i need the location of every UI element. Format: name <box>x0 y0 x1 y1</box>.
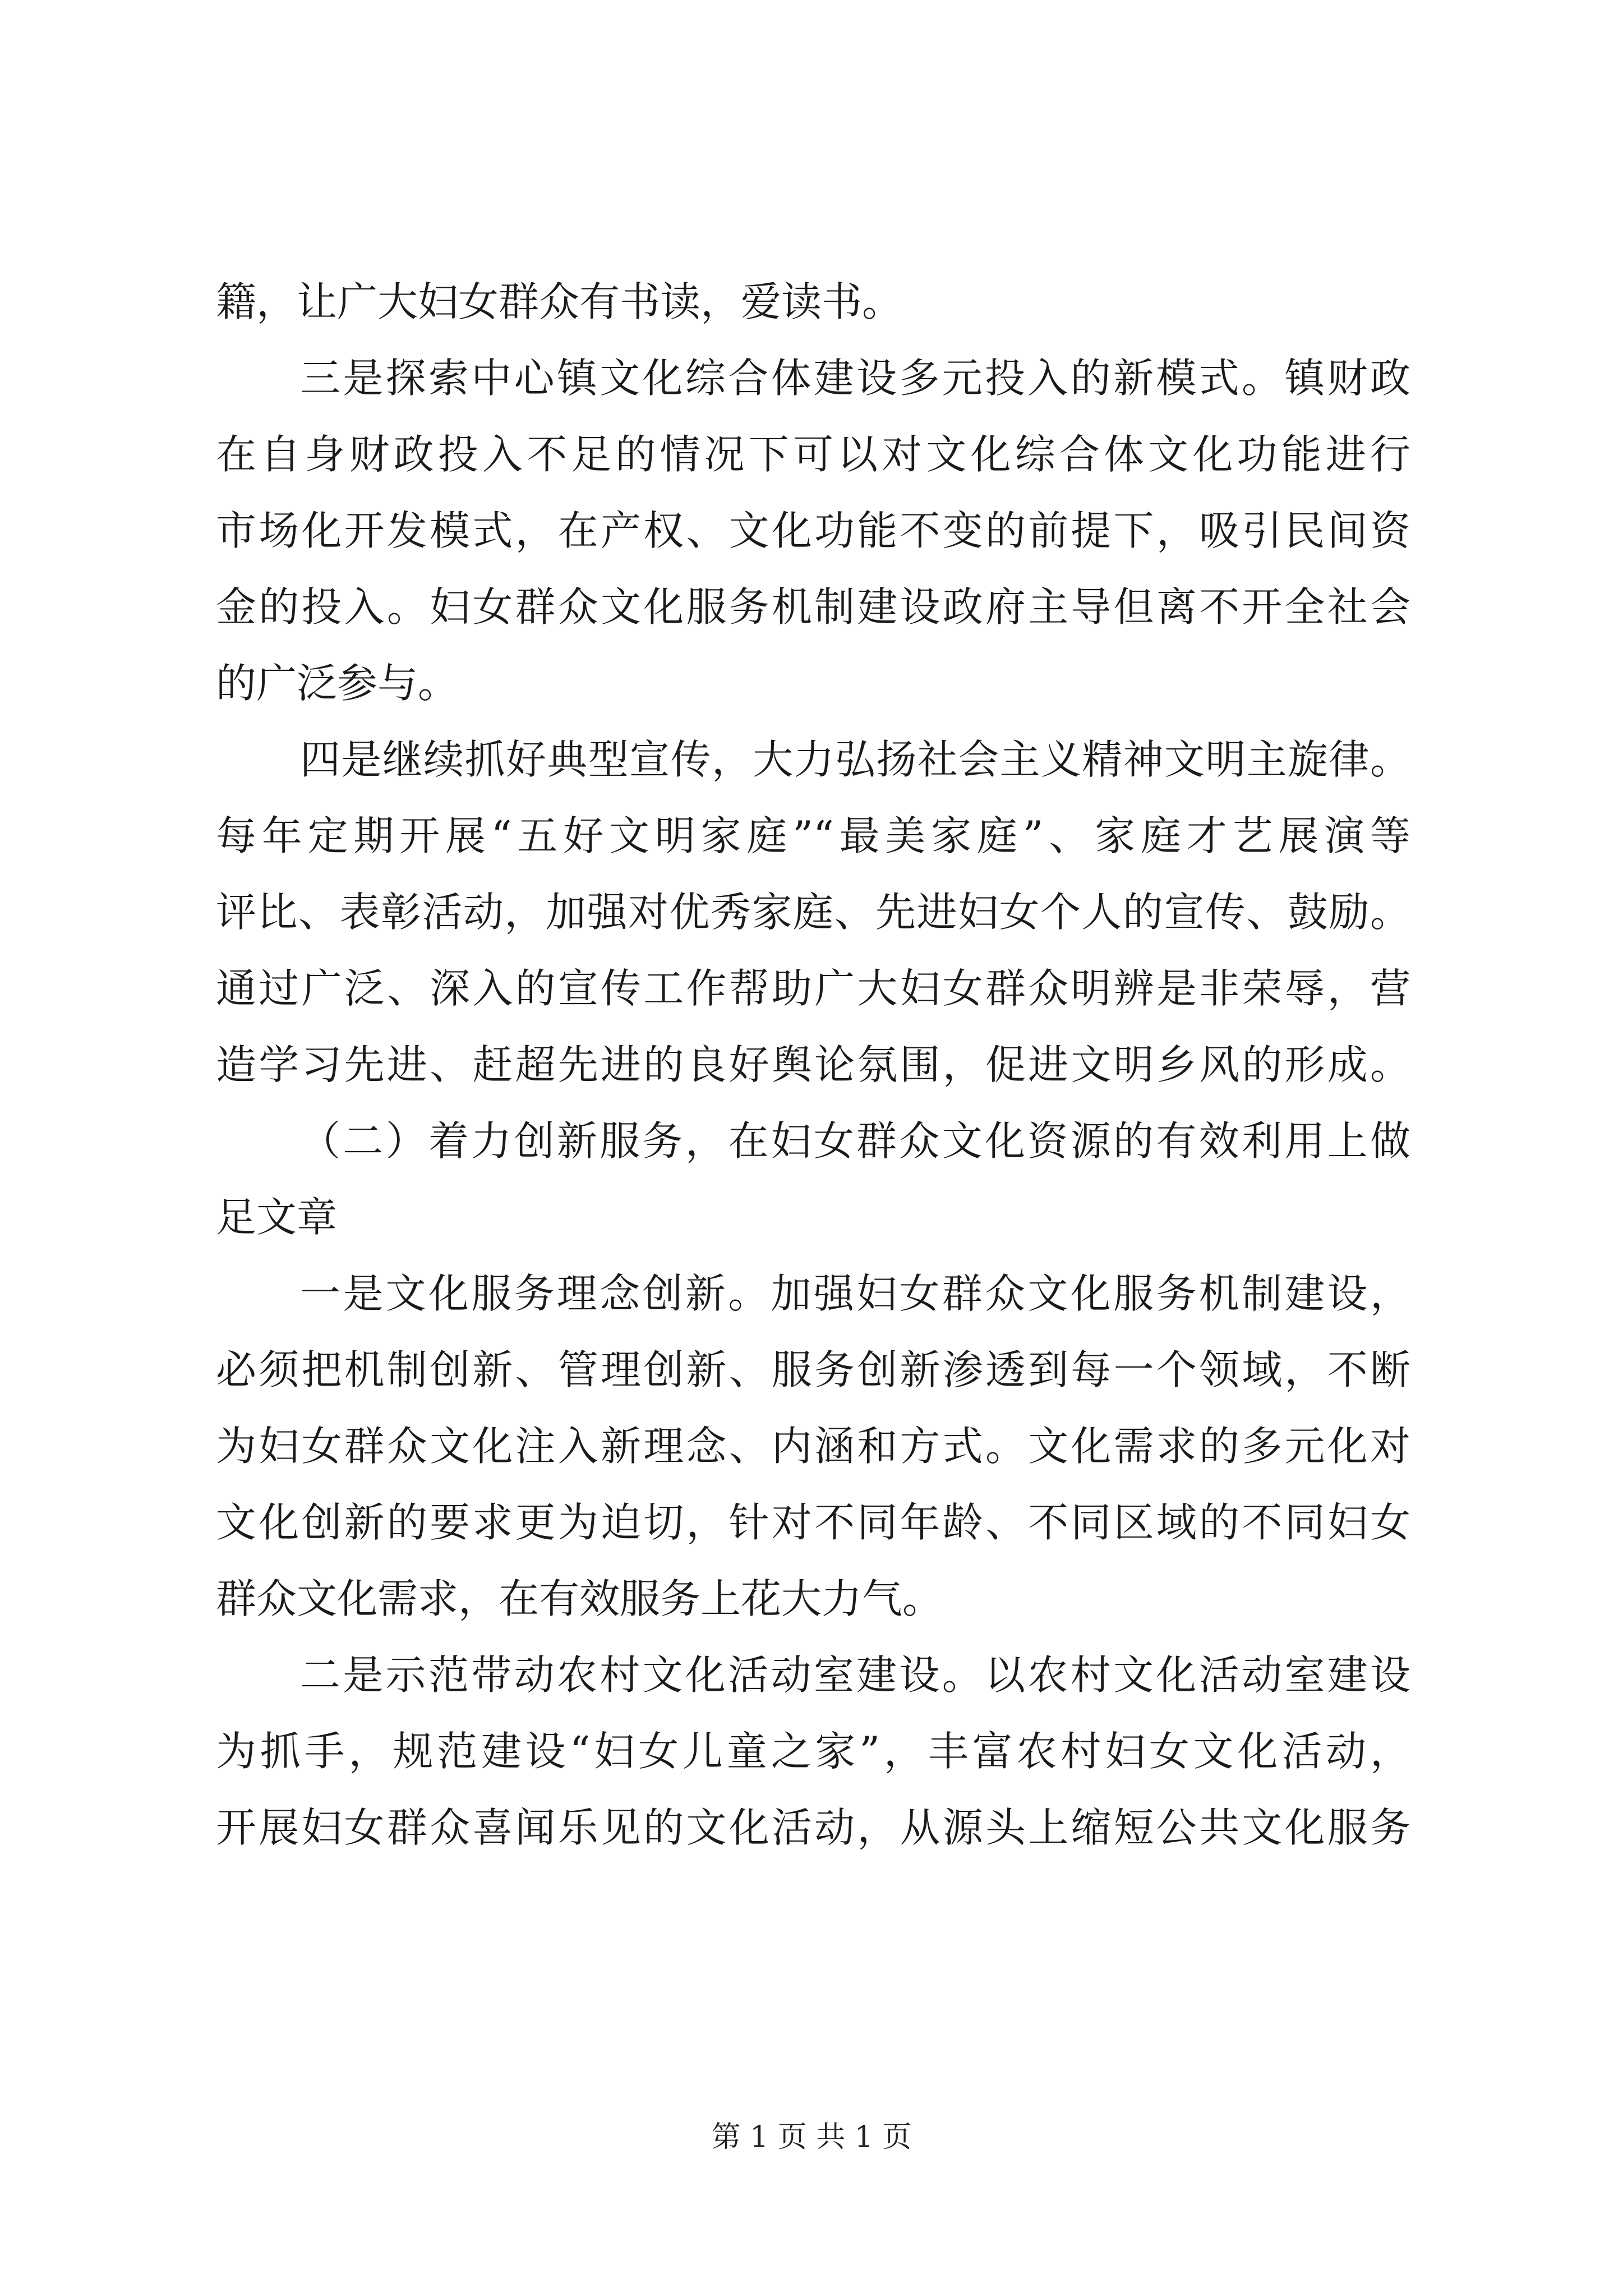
text-line: 市场化开发模式，在产权、文化功能不变的前提下，吸引民间资 <box>216 507 1410 554</box>
text-line: 必须把机制创新、管理创新、服务创新渗透到每一个领域，不断 <box>216 1346 1410 1393</box>
text-line: 金的投入。妇女群众文化服务机制建设政府主导但离不开全社会 <box>216 583 1410 631</box>
text-line: 三是探索中心镇文化综合体建设多元投入的新模式。镇财政 <box>300 355 1410 402</box>
text-line: 为抓手，规范建设“妇女儿童之家”，丰富农村妇女文化活动， <box>216 1728 1410 1775</box>
text-line: 四是继续抓好典型宣传，大力弘扬社会主义精神文明主旋律。 <box>300 736 1410 783</box>
text-line: 一是文化服务理念创新。加强妇女群众文化服务机制建设， <box>300 1270 1410 1317</box>
text-line: 文化创新的要求更为迫切，针对不同年龄、不同区域的不同妇女 <box>216 1499 1410 1546</box>
text-line: 评比、表彰活动，加强对优秀家庭、先进妇女个人的宣传、鼓励。 <box>216 889 1410 936</box>
text-line: （二）着力创新服务，在妇女群众文化资源的有效利用上做 <box>300 1117 1410 1165</box>
text-line: 在自身财政投入不足的情况下可以对文化综合体文化功能进行 <box>216 431 1410 478</box>
text-line: 开展妇女群众喜闻乐见的文化活动，从源头上缩短公共文化服务 <box>216 1804 1410 1851</box>
body-text <box>216 264 1410 1866</box>
text-line: 籍，让广大妇女群众有书读，爱读书。 <box>216 278 903 325</box>
text-line: 二是示范带动农村文化活动室建设。以农村文化活动室建设 <box>300 1651 1410 1699</box>
text-line: 群众文化需求，在有效服务上花大力气。 <box>216 1575 943 1622</box>
text-line: 为妇女群众文化注入新理念、内涵和方式。文化需求的多元化对 <box>216 1423 1410 1470</box>
text-line: 通过广泛、深入的宣传工作帮助广大妇女群众明辨是非荣辱，营 <box>216 965 1410 1012</box>
text-line: 每年定期开展“五好文明家庭”“最美家庭”、家庭才艺展演等 <box>216 812 1410 859</box>
page-footer: 第 1 页 共 1 页 <box>711 2120 912 2154</box>
text-line: 造学习先进、赶超先进的良好舆论氛围，促进文明乡风的形成。 <box>216 1041 1410 1088</box>
text-line: 足文章 <box>216 1194 338 1241</box>
text-line: 的广泛参与。 <box>216 660 459 707</box>
